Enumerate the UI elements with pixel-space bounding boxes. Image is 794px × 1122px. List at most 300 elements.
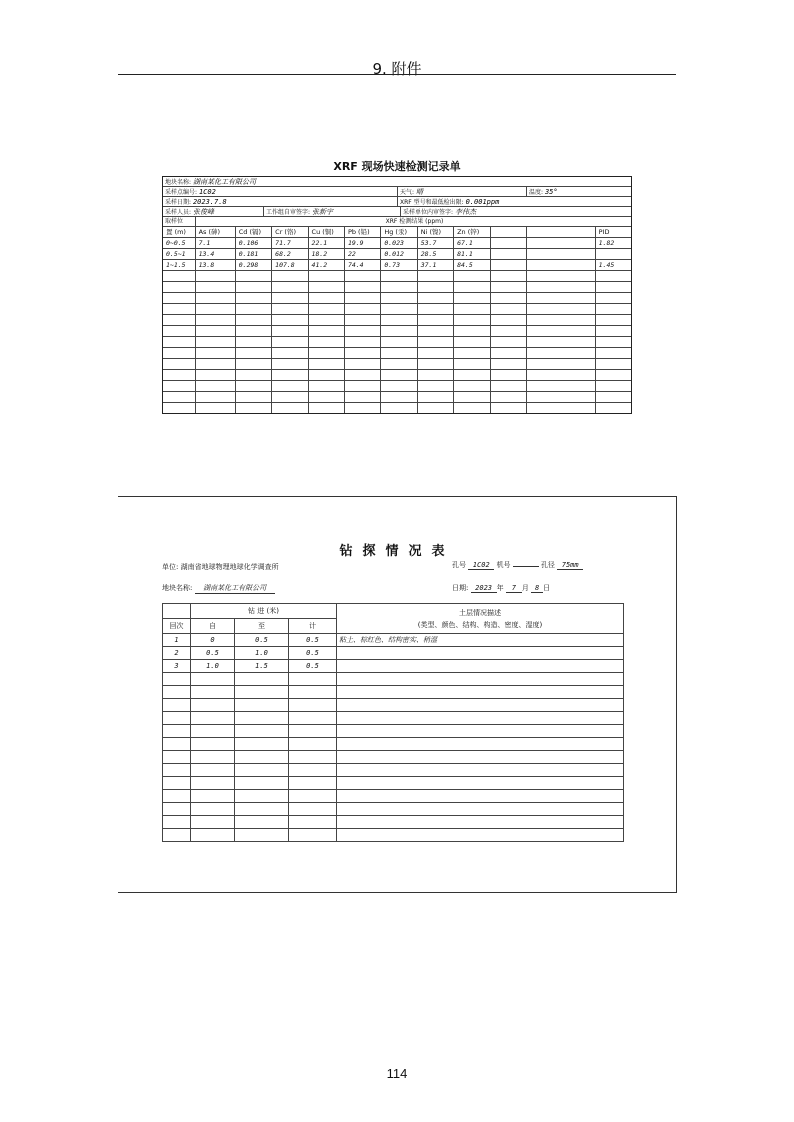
drill-blank-row — [163, 777, 624, 790]
drill-blank-row — [163, 738, 624, 751]
xrf-info-row — [163, 197, 631, 207]
xrf-cell: 13.8 — [196, 260, 236, 270]
xrf-blank-cell — [309, 282, 345, 292]
xrf-blank-cell — [163, 370, 196, 380]
xrf-blank-cell — [196, 293, 236, 303]
drill-blank-cell — [163, 764, 191, 777]
xrf-cell: 71.7 — [272, 238, 308, 248]
xrf-blank-cell — [418, 304, 454, 314]
drill-form-title: 钻探情况表 — [339, 544, 455, 559]
xrf-cell: 68.2 — [272, 249, 308, 259]
drill-plot-name-label: 地块名称: — [162, 584, 193, 592]
temperature-cell — [527, 187, 631, 196]
xrf-blank-cell — [454, 392, 490, 402]
hole-no-label: 孔号 — [452, 561, 466, 569]
xrf-blank-cell — [527, 337, 596, 347]
xrf-blank-cell — [236, 282, 272, 292]
drill-blank-cell — [337, 686, 624, 699]
sample-point-value: 1C02 — [198, 188, 216, 196]
xrf-cell: 22.1 — [309, 238, 345, 248]
xrf-blank-cell — [491, 392, 527, 402]
drill-blank-cell — [235, 816, 289, 829]
xrf-blank-cell — [418, 359, 454, 369]
drill-blank-cell — [289, 738, 337, 751]
xrf-blank-cell — [596, 304, 631, 314]
xrf-column-header — [491, 227, 527, 237]
xrf-cell: 0.106 — [236, 238, 272, 248]
xrf-cell: 1.82 — [598, 239, 615, 247]
xrf-blank-cell — [272, 271, 308, 281]
xrf-blank-cell — [236, 293, 272, 303]
drill-blank-cell — [289, 816, 337, 829]
drill-blank-cell — [235, 712, 289, 725]
xrf-info-row — [163, 207, 631, 217]
xrf-blank-cell — [309, 337, 345, 347]
xrf-column-header: Pb (铅) — [345, 227, 381, 237]
drill-data-row — [163, 634, 624, 647]
col-from: 自 — [191, 619, 235, 634]
xrf-cell: 53.7 — [418, 238, 454, 248]
sample-date-label: 采样日期: — [165, 199, 192, 206]
xrf-blank-cell — [163, 271, 196, 281]
xrf-blank-cell — [418, 403, 454, 413]
self-check-cell — [264, 207, 401, 216]
xrf-cell: 0.023 — [381, 238, 417, 248]
xrf-blank-cell — [418, 271, 454, 281]
xrf-blank-cell — [163, 348, 196, 358]
xrf-column-header: PID — [598, 228, 610, 236]
xrf-blank-cell — [196, 271, 236, 281]
xrf-blank-cell — [454, 348, 490, 358]
drill-cell-round: 3 — [163, 660, 191, 673]
drill-blank-row — [163, 803, 624, 816]
xrf-blank-cell — [491, 304, 527, 314]
xrf-blank-cell — [163, 359, 196, 369]
xrf-blank-cell — [596, 381, 631, 391]
xrf-cell: 0.73 — [381, 260, 417, 270]
xrf-cell — [491, 249, 527, 259]
xrf-blank-cell — [236, 370, 272, 380]
xrf-blank-cell — [527, 282, 596, 292]
hole-no-value: 1C02 — [468, 561, 494, 570]
drill-blank-row — [163, 764, 624, 777]
drill-blank-cell — [337, 829, 624, 842]
xrf-blank-cell — [381, 271, 417, 281]
xrf-blank-cell — [196, 282, 236, 292]
xrf-blank-cell — [309, 403, 345, 413]
xrf-blank-cell — [381, 381, 417, 391]
drill-cell-desc — [337, 660, 624, 673]
xrf-blank-cell — [236, 304, 272, 314]
xrf-blank-cell — [236, 381, 272, 391]
xrf-blank-cell — [309, 348, 345, 358]
xrf-column-header: Zn (锌) — [454, 227, 490, 237]
drill-blank-cell — [337, 790, 624, 803]
xrf-blank-cell — [272, 403, 308, 413]
diameter-label: 孔径 — [540, 561, 555, 569]
xrf-blank-cell — [345, 304, 381, 314]
section-title: 9. 附件 — [372, 60, 422, 78]
xrf-blank-cell — [418, 315, 454, 325]
xrf-blank-cell — [418, 282, 454, 292]
xrf-data-row — [163, 260, 631, 271]
sample-point-label: 采样点编号: — [165, 189, 198, 196]
drill-cell-desc — [337, 647, 624, 660]
drill-blank-cell — [337, 777, 624, 790]
xrf-blank-cell — [309, 271, 345, 281]
xrf-column-header: Ni (镍) — [418, 227, 454, 237]
xrf-blank-row — [163, 359, 631, 370]
xrf-blank-cell — [527, 392, 596, 402]
xrf-blank-cell — [345, 392, 381, 402]
xrf-blank-cell — [236, 337, 272, 347]
drill-blank-cell — [163, 725, 191, 738]
xrf-blank-cell — [163, 392, 196, 402]
xrf-blank-cell — [491, 403, 527, 413]
xrf-blank-cell — [196, 359, 236, 369]
machine-no-label: 机号 — [496, 561, 511, 569]
xrf-blank-cell — [491, 271, 527, 281]
xrf-blank-cell — [454, 326, 490, 336]
drill-blank-cell — [235, 699, 289, 712]
xrf-blank-cell — [236, 392, 272, 402]
xrf-blank-cell — [196, 304, 236, 314]
drill-blank-cell — [289, 686, 337, 699]
soil-desc-header-line2: (类型、颜色、结构、构造、密度、湿度) — [417, 620, 543, 629]
drill-blank-cell — [337, 764, 624, 777]
xrf-blank-cell — [196, 392, 236, 402]
xrf-blank-cell — [309, 359, 345, 369]
drill-blank-cell — [289, 777, 337, 790]
drill-blank-cell — [191, 777, 235, 790]
xrf-blank-cell — [454, 293, 490, 303]
xrf-cell: 13.4 — [196, 249, 236, 259]
unit-review-value: 李伟杰 — [454, 208, 476, 216]
xrf-blank-cell — [345, 293, 381, 303]
drill-blank-cell — [191, 751, 235, 764]
xrf-blank-cell — [381, 315, 417, 325]
drill-date-year: 2023 — [471, 584, 497, 593]
unit-review-label: 采样单位内审签字: — [403, 209, 454, 216]
xrf-blank-cell — [345, 337, 381, 347]
xrf-blank-cell — [418, 293, 454, 303]
drill-blank-cell — [289, 829, 337, 842]
xrf-blank-cell — [345, 370, 381, 380]
drill-data-row — [163, 647, 624, 660]
xrf-blank-row — [163, 403, 631, 413]
drill-blank-row — [163, 699, 624, 712]
xrf-blank-cell — [454, 315, 490, 325]
xrf-blank-cell — [196, 326, 236, 336]
xrf-model-label: XRF 型号和最低检出限: — [400, 199, 464, 206]
drill-blank-cell — [191, 673, 235, 686]
xrf-blank-cell — [596, 392, 631, 402]
xrf-blank-cell — [163, 326, 196, 336]
xrf-column-header: Cr (铬) — [272, 227, 308, 237]
drill-blank-cell — [337, 751, 624, 764]
xrf-blank-cell — [236, 315, 272, 325]
drill-progress-header: 钻 进 (米) — [191, 604, 337, 619]
xrf-blank-cell — [418, 348, 454, 358]
xrf-blank-cell — [309, 370, 345, 380]
drill-blank-cell — [289, 764, 337, 777]
page-number: 114 — [386, 1066, 408, 1081]
xrf-cell: 19.9 — [345, 238, 381, 248]
drill-blank-cell — [235, 673, 289, 686]
xrf-blank-cell — [196, 403, 236, 413]
xrf-blank-cell — [596, 370, 631, 380]
xrf-blank-cell — [196, 337, 236, 347]
drill-blank-row — [163, 751, 624, 764]
xrf-blank-row — [163, 304, 631, 315]
xrf-blank-cell — [491, 282, 527, 292]
xrf-blank-cell — [491, 315, 527, 325]
drill-unit-value: 湖南省地球物理地球化学调查所 — [180, 563, 279, 571]
xrf-blank-cell — [596, 271, 631, 281]
xrf-column-header-row — [163, 227, 631, 238]
xrf-blank-cell — [345, 381, 381, 391]
drill-blank-row — [163, 673, 624, 686]
xrf-model-cell — [398, 197, 631, 206]
soil-desc-header — [337, 604, 624, 634]
drill-blank-cell — [289, 790, 337, 803]
weather-cell — [398, 187, 527, 196]
xrf-cell — [527, 249, 596, 259]
xrf-blank-cell — [381, 348, 417, 358]
drill-blank-cell — [289, 803, 337, 816]
sampler-cell — [163, 207, 264, 216]
xrf-blank-cell — [596, 282, 631, 292]
temperature-value: 35° — [544, 188, 558, 196]
xrf-blank-cell — [418, 381, 454, 391]
xrf-blank-row — [163, 348, 631, 359]
drill-cell-total: 0.5 — [289, 660, 337, 673]
xrf-blank-cell — [381, 304, 417, 314]
xrf-data-row — [163, 238, 631, 249]
drill-date-day: 8 — [531, 584, 543, 593]
xrf-blank-cell — [596, 348, 631, 358]
drill-blank-cell — [289, 751, 337, 764]
xrf-blank-cell — [527, 304, 596, 314]
drill-cell-from: 0 — [191, 634, 235, 647]
drill-blank-cell — [163, 699, 191, 712]
xrf-blank-cell — [163, 282, 196, 292]
drill-blank-cell — [163, 816, 191, 829]
drill-header-blank — [163, 604, 191, 619]
xrf-column-header: Cu (铜) — [309, 227, 345, 237]
xrf-blank-cell — [491, 293, 527, 303]
xrf-column-header: As (砷) — [196, 227, 236, 237]
drill-blank-cell — [337, 738, 624, 751]
xrf-cell — [527, 238, 596, 248]
xrf-blank-row — [163, 370, 631, 381]
drill-unit — [162, 562, 279, 572]
drill-blank-cell — [337, 712, 624, 725]
xrf-blank-cell — [272, 304, 308, 314]
plot-name-cell — [163, 177, 631, 186]
xrf-cell: 41.2 — [309, 260, 345, 270]
xrf-blank-cell — [236, 403, 272, 413]
drill-blank-cell — [235, 790, 289, 803]
self-check-label: 工作组自审签字: — [266, 209, 311, 216]
xrf-blank-cell — [272, 315, 308, 325]
xrf-blank-cell — [163, 337, 196, 347]
xrf-blank-cell — [418, 326, 454, 336]
xrf-results-heading-row — [163, 217, 631, 227]
xrf-blank-cell — [491, 348, 527, 358]
weather-value: 晴 — [415, 188, 423, 196]
xrf-blank-cell — [527, 359, 596, 369]
xrf-blank-row — [163, 293, 631, 304]
xrf-cell: 0.5~1 — [163, 249, 196, 259]
xrf-column-header — [527, 227, 596, 237]
xrf-blank-cell — [272, 370, 308, 380]
xrf-blank-cell — [272, 381, 308, 391]
xrf-blank-cell — [454, 271, 490, 281]
xrf-blank-cell — [454, 403, 490, 413]
xrf-blank-cell — [491, 370, 527, 380]
xrf-blank-row — [163, 315, 631, 326]
drill-blank-cell — [235, 764, 289, 777]
drill-blank-cell — [289, 699, 337, 712]
xrf-cell: 81.1 — [454, 249, 490, 259]
xrf-cell — [491, 260, 527, 270]
drill-blank-cell — [163, 777, 191, 790]
drill-date-label: 日期: — [452, 584, 469, 592]
drill-blank-cell — [191, 738, 235, 751]
xrf-blank-cell — [163, 315, 196, 325]
xrf-blank-cell — [345, 359, 381, 369]
xrf-blank-cell — [381, 293, 417, 303]
drill-blank-cell — [163, 803, 191, 816]
drill-blank-cell — [235, 725, 289, 738]
drill-blank-row — [163, 816, 624, 829]
xrf-blank-cell — [309, 392, 345, 402]
xrf-blank-cell — [236, 326, 272, 336]
drill-blank-cell — [289, 725, 337, 738]
xrf-blank-cell — [236, 271, 272, 281]
xrf-cell: 1.45 — [598, 261, 615, 269]
xrf-blank-cell — [345, 348, 381, 358]
xrf-blank-cell — [491, 337, 527, 347]
xrf-cell: 18.2 — [309, 249, 345, 259]
depth-header-line1: 取样位 — [163, 217, 196, 226]
drill-blank-cell — [191, 764, 235, 777]
xrf-model-value: 0.001ppm — [465, 198, 500, 206]
drill-blank-cell — [289, 712, 337, 725]
xrf-blank-cell — [196, 381, 236, 391]
xrf-record-form — [162, 158, 632, 414]
xrf-cell: 0~0.5 — [163, 238, 196, 248]
xrf-cell: 28.5 — [418, 249, 454, 259]
xrf-blank-cell — [596, 403, 631, 413]
xrf-blank-cell — [163, 304, 196, 314]
drill-blank-cell — [163, 751, 191, 764]
xrf-blank-cell — [163, 293, 196, 303]
xrf-cell: 107.8 — [272, 260, 308, 270]
xrf-cell — [491, 238, 527, 248]
xrf-blank-cell — [491, 359, 527, 369]
drill-blank-cell — [163, 738, 191, 751]
xrf-blank-cell — [596, 315, 631, 325]
xrf-blank-cell — [527, 271, 596, 281]
xrf-cell: 7.1 — [196, 238, 236, 248]
plot-name-label: 地块名称: — [165, 179, 192, 186]
xrf-info-row — [163, 177, 631, 187]
sample-point-cell — [163, 187, 398, 196]
drill-blank-cell — [191, 829, 235, 842]
drill-blank-cell — [191, 712, 235, 725]
xrf-cell: 37.1 — [418, 260, 454, 270]
xrf-blank-cell — [454, 370, 490, 380]
drill-plot-name — [162, 583, 275, 594]
header-divider — [118, 74, 676, 75]
xrf-blank-cell — [272, 282, 308, 292]
machine-no-value — [513, 566, 539, 567]
plot-name-value: 湖南某化工有限公司 — [192, 178, 256, 186]
xrf-blank-cell — [418, 337, 454, 347]
drill-cell-to: 1.0 — [235, 647, 289, 660]
xrf-blank-cell — [454, 381, 490, 391]
drill-blank-cell — [337, 725, 624, 738]
xrf-blank-cell — [345, 271, 381, 281]
weather-label: 天气: — [400, 189, 415, 196]
xrf-blank-cell — [309, 293, 345, 303]
xrf-blank-cell — [381, 326, 417, 336]
drill-table-body — [163, 634, 624, 842]
drill-blank-cell — [235, 803, 289, 816]
xrf-blank-cell — [272, 392, 308, 402]
xrf-blank-cell — [491, 381, 527, 391]
xrf-blank-cell — [309, 326, 345, 336]
xrf-form-title: XRF 现场快速检测记录单 — [333, 160, 461, 173]
drill-blank-cell — [163, 673, 191, 686]
xrf-blank-cell — [596, 337, 631, 347]
xrf-cell: 22 — [345, 249, 381, 259]
drill-blank-cell — [191, 816, 235, 829]
drill-blank-cell — [163, 829, 191, 842]
drill-plot-name-value: 湖南某化工有限公司 — [195, 583, 275, 594]
xrf-form-grid — [162, 176, 632, 414]
drill-date-day-suffix: 日 — [543, 584, 551, 592]
xrf-blank-cell — [309, 381, 345, 391]
xrf-blank-cell — [527, 315, 596, 325]
xrf-blank-row — [163, 392, 631, 403]
drill-blank-cell — [337, 673, 624, 686]
xrf-cell: 74.4 — [345, 260, 381, 270]
xrf-blank-cell — [163, 403, 196, 413]
xrf-blank-cell — [454, 359, 490, 369]
xrf-blank-cell — [381, 392, 417, 402]
diameter-value: 75mm — [557, 561, 583, 570]
self-check-value: 张新宇 — [311, 208, 333, 216]
xrf-blank-cell — [272, 359, 308, 369]
soil-desc-header-line1: 土层情况描述 — [459, 608, 501, 617]
xrf-blank-cell — [454, 304, 490, 314]
sample-date-value: 2023.7.8 — [192, 198, 227, 206]
xrf-blank-cell — [236, 348, 272, 358]
xrf-blank-cell — [272, 293, 308, 303]
unit-review-cell — [401, 207, 631, 216]
drill-table — [162, 603, 624, 842]
drill-hole-info — [452, 560, 583, 570]
xrf-blank-cell — [527, 348, 596, 358]
depth-header-line2: 置 (m) — [163, 227, 196, 237]
results-heading: XRF 检测结果 (ppm) — [385, 218, 444, 225]
xrf-blank-cell — [381, 337, 417, 347]
drill-blank-cell — [235, 738, 289, 751]
xrf-blank-row — [163, 271, 631, 282]
